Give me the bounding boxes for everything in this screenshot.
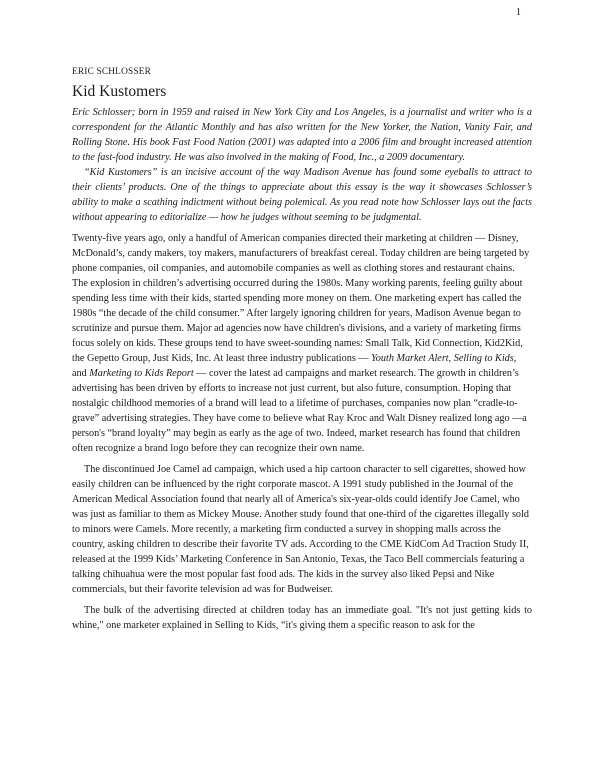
publication-title: Youth Market Alert bbox=[371, 353, 449, 364]
article bbox=[72, 66, 532, 633]
article-title: Kid Kustomers bbox=[72, 83, 167, 100]
body-paragraph-1-text-b: — cover the latest ad campaigns and market research. The growth in children’s advertising has been driven by efforts to increase not just current, but also future, consumption. Hoping that nostalgic childhood memories of a brand will lead to a lifetime of purchases, companies now plan “cradle-to-grave” advertising strategies. They have come to believe what Ray Kroc and Walt Disney realized long ago —a person's “brand loyalty” may begin as early as the age of two. Indeed, market research has found that children often recognize a brand logo before they can recognize their own name. bbox=[72, 368, 527, 454]
separator: , bbox=[448, 353, 454, 364]
author-name: ERIC SCHLOSSER bbox=[72, 67, 151, 77]
publication-title: Marketing to Kids Report bbox=[89, 368, 194, 379]
essay-introduction: “Kid Kustomers” is an incisive account of the way Madison Avenue has found some eyeballs to attract to their clients’ products. One of the things to appreciate about this essay is the way it showcases Schlosser’s ability to make a scathing indictment without being polemical. As you read note how Schlosser lays out the facts without appearing to editorialize — how he judges without seeming to be judgmental. bbox=[72, 167, 532, 223]
author-bio: Eric Schlosser; born in 1959 and raised in New York City and Los Angeles, is a journalist and writer who is a correspondent for the Atlantic Monthly and has also written for the New Yorker, the Nation, Vanity Fair, and Rolling Stone. His book Fast Food Nation (2001) was adapted into a 2006 film and brought increased attention to the fast-food industry. He was also involved in the making of Food, Inc., a 2009 documentary. bbox=[72, 107, 532, 163]
publication-title: Selling to Kids bbox=[453, 353, 514, 364]
body-paragraph-2: The discontinued Joe Camel ad campaign, which used a hip cartoon character to sell cigarettes, showed how easily children can be influenced by the right corporate mascot. A 1991 study published in the Journal of the American Medical Association found that nearly all of America's six-year-olds could identify Joe Camel, who was just as familiar to them as Mickey Mouse. Another study found that one-third of the cigarettes illegally sold to minors were Camels. More recently, a marketing firm conducted a survey in shopping malls across the country, asking children to describe their favorite TV ads. According to the CME KidCom Ad Traction Study II, released at the 1999 Kids’ Marketing Conference in San Antonio, Texas, the Taco Bell commercials featuring a talking chihuahua were the most popular fast food ads. The kids in the survey also liked Pepsi and Nike commercials, but their favorite television ad was for Budweiser. bbox=[72, 464, 529, 595]
body-paragraph-1 bbox=[72, 231, 532, 456]
body-paragraph-3: The bulk of the advertising directed at children today has an immediate goal. "It's not just getting kids to whine," one marketer explained in Selling to Kids, “it's giving them a specific reason to ask for the bbox=[72, 605, 532, 631]
separator: , and bbox=[72, 353, 517, 379]
page-number: 1 bbox=[516, 7, 521, 18]
body-paragraph-1-text-a: Twenty-five years ago, only a handful of American companies directed their marketing at children — Disney, McDonald’s, candy makers, toy makers, manufacturers of breakfast cereal. Today children are being targeted by phone companies, oil companies, and automobile companies as well as clothing stores and restaurant chains. The explosion in children’s advertising occurred during the 1980s. Many working parents, feeling guilty about spending less time with their kids, started spending more money on them. One marketing expert has called the 1980s “the decade of the child consumer.” After largely ignoring children for years, Madison Avenue began to scrutinize and pursue them. Major ad agencies now have children's divisions, and a variety of marketing firms focus solely on kids. These groups tend to have sweet-sounding names: Small Talk, Kid Connection, Kid2Kid, the Gepetto Group, Just Kids, Inc. At least three industry publications — bbox=[72, 233, 530, 364]
